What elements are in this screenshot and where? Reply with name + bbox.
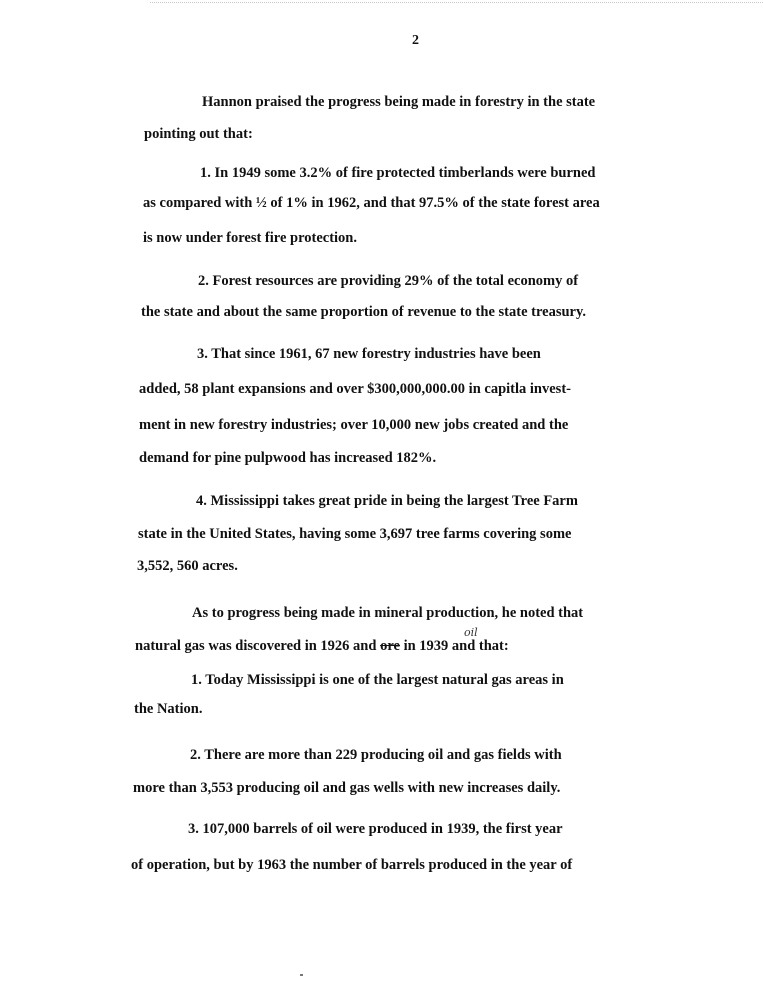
mineral-item-2-line: 2. There are more than 229 producing oil and gas fields with [190, 747, 562, 763]
mineral-item-3-line: 3. 107,000 barrels of oil were produced in 1939, the first year [188, 821, 563, 837]
mineral-item-2-line: more than 3,553 producing oil and gas wells with new increases daily. [133, 780, 561, 796]
struck-word: ore [380, 638, 400, 654]
forestry-item-4-line: state in the United States, having some 3,697 tree farms covering some [138, 526, 572, 542]
forestry-item-2-line: the state and about the same proportion of revenue to the state treasury. [141, 304, 587, 320]
body-line: pointing out that: [144, 126, 253, 142]
forestry-item-3-line: demand for pine pulpwood has increased 182%. [139, 450, 437, 466]
forestry-item-1-line: as compared with ½ of 1% in 1962, and that 97.5% of the state forest area [143, 195, 600, 211]
gas-line-after: in 1939 and that: [399, 638, 509, 654]
mineral-intro-line: As to progress being made in mineral production, he noted that [192, 605, 584, 621]
body-line: Hannon praised the progress being made in forestry in the state [202, 94, 596, 110]
forestry-item-3-line: added, 58 plant expansions and over $300,000,000.00 in capitla invest- [139, 381, 571, 397]
scan-speck [300, 974, 303, 976]
forestry-item-4-line: 4. Mississippi takes great pride in being the largest Tree Farm [196, 493, 578, 509]
top-dotted-rule [150, 2, 763, 3]
forestry-item-1-line: is now under forest fire protection. [143, 230, 357, 246]
handwritten-correction: oil [464, 626, 478, 639]
forestry-item-3-line: 3. That since 1961, 67 new forestry industries have been [197, 346, 541, 362]
gas-line-before: natural gas was discovered in 1926 and [135, 638, 381, 654]
forestry-item-1-line: 1. In 1949 some 3.2% of fire protected timberlands were burned [200, 165, 596, 181]
forestry-item-2-line: 2. Forest resources are providing 29% of the total economy of [198, 273, 579, 289]
page-number: 2 [412, 33, 419, 48]
mineral-item-3-line: of operation, but by 1963 the number of barrels produced in the year of [131, 857, 573, 873]
mineral-item-1-line: 1. Today Mississippi is one of the largest natural gas areas in [191, 672, 564, 688]
mineral-item-1-line: the Nation. [134, 701, 203, 717]
forestry-item-4-line: 3,552, 560 acres. [137, 558, 238, 574]
forestry-item-3-line: ment in new forestry industries; over 10,000 new jobs created and the [139, 417, 569, 433]
gas-discovery-line [135, 637, 509, 655]
